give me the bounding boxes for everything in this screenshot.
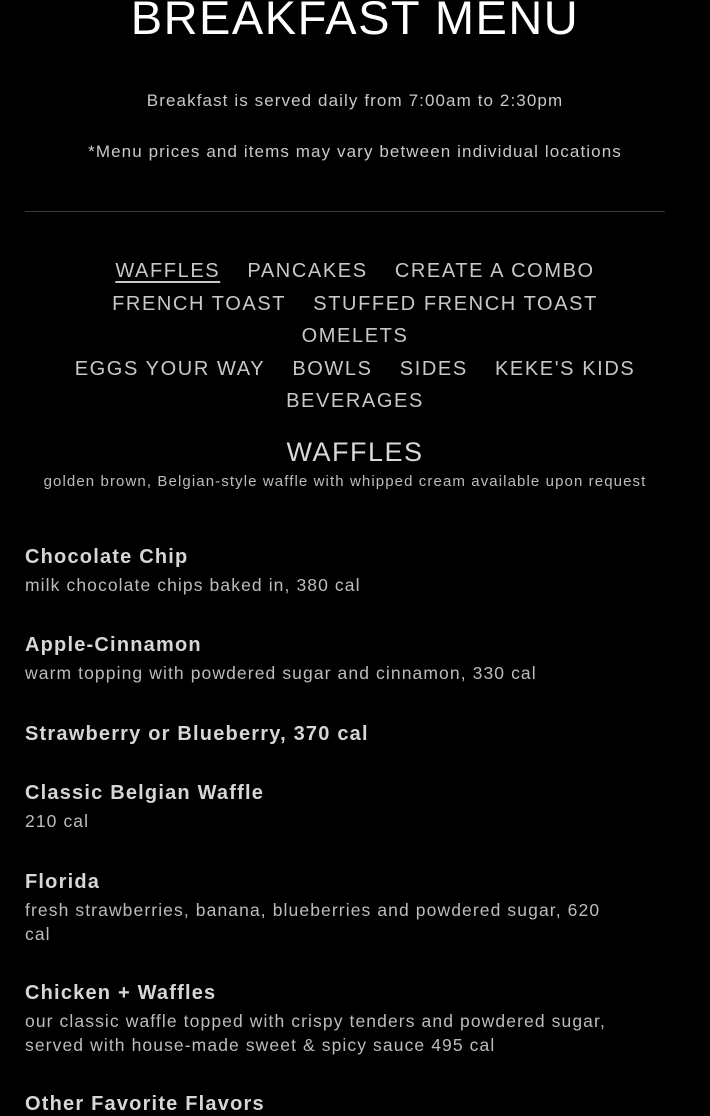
menu-item-name: Other Favorite Flavors [25,1093,265,1115]
nav-french-toast[interactable]: FRENCH TOAST [112,292,287,315]
location-note: *Menu prices and items may vary between individual locations [88,142,622,161]
menu-item-name: Chicken + Waffles [25,982,217,1004]
menu-item [25,781,625,834]
section-title: WAFFLES [286,437,424,467]
nav-pancakes[interactable]: PANCAKES [247,260,368,282]
menu-item [25,545,625,598]
nav-kekes-kids[interactable]: KEKE'S KIDS [494,357,636,380]
menu-item-description: 210 cal [25,811,90,831]
nav-sides[interactable]: SIDES [399,357,468,380]
menu-item [25,633,625,686]
divider [25,211,665,212]
nav-bowls[interactable]: BOWLS [292,357,373,380]
menu-item-name: Florida [25,871,101,893]
nav-create-a-combo[interactable]: CREATE A COMBO [394,260,595,282]
menu-item [25,870,625,946]
menu-item-description: our classic waffle topped with crispy tenders and powdered sugar, served with house-made sweet & spicy sauce 495 cal [25,1011,606,1055]
menu-category-nav [40,255,670,418]
nav-beverages[interactable]: BEVERAGES [286,390,424,412]
nav-waffles[interactable]: WAFFLES [115,260,221,282]
page-title: BREAKFAST MENU [130,0,580,44]
nav-omelets[interactable]: OMELETS [301,325,409,347]
menu-item [25,981,625,1057]
menu-item-name: Strawberry or Blueberry, 370 cal [25,723,369,745]
nav-eggs-your-way[interactable]: EGGS YOUR WAY [74,357,266,380]
service-hours: Breakfast is served daily from 7:00am to 2:30pm [146,91,564,110]
menu-item-name: Chocolate Chip [25,546,189,568]
menu-item-description: fresh strawberries, banana, blueberries and powdered sugar, 620 cal [25,900,601,944]
section-description: golden brown, Belgian-style waffle with whipped cream available upon request [43,473,647,490]
menu-item-description: milk chocolate chips baked in, 380 cal [25,575,361,595]
menu-item [25,1092,625,1116]
nav-stuffed-french-toast[interactable]: STUFFED FRENCH TOAST [313,292,598,315]
menu-item [25,722,625,746]
menu-item-name: Classic Belgian Waffle [25,782,265,804]
menu-item-name: Apple-Cinnamon [25,634,202,656]
menu-item-description: warm topping with powdered sugar and cinnamon, 330 cal [25,663,537,683]
